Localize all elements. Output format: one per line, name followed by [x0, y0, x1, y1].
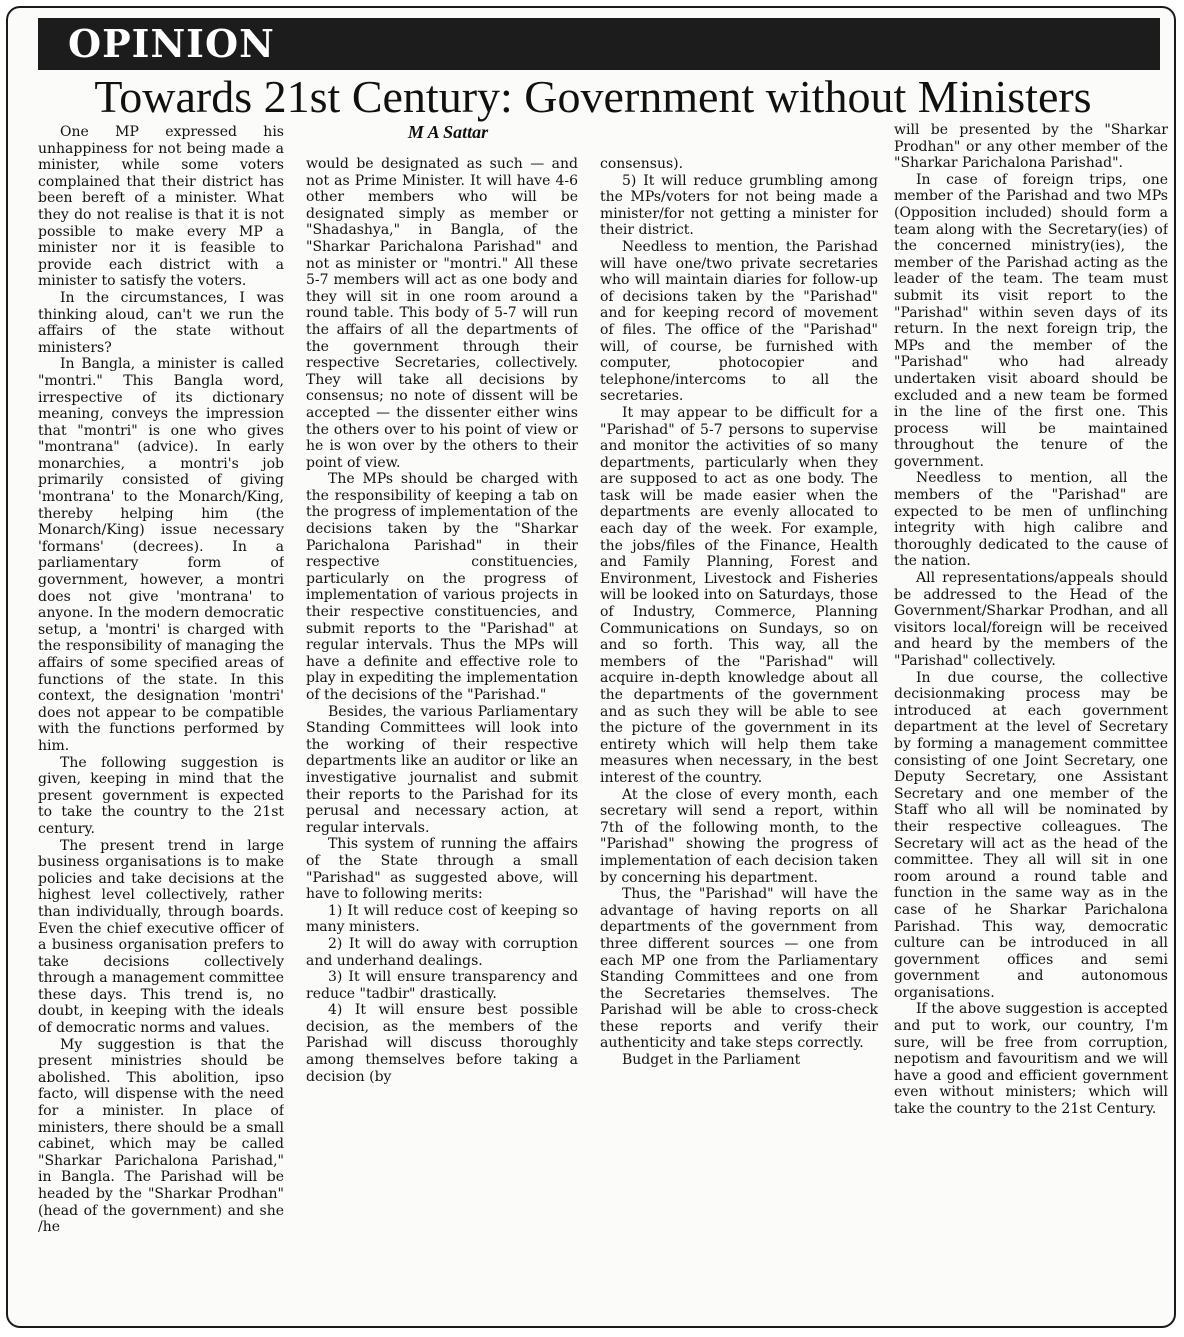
- paragraph: All representations/appeals should be addressed to the Head of the Government/Sharkar Prodhan, and all visitors local/foreign will be received and heard by the members of the "Parishad" collectively.: [894, 570, 1168, 669]
- paragraph: 5) It will reduce grumbling among the MPs/voters for not being made a minister/for not getting a minister for their district.: [600, 172, 878, 239]
- paragraph: One MP expressed his unhappiness for not being made a minister, while some voters complained that their district has been bereft of a minister. What they do not realise is that it is not possible to make every MP a minister nor it is feasible to provide each district with a minister to satisfy the voters.: [38, 124, 284, 290]
- paragraph: Needless to mention, the Parishad will have one/two private secretaries who will maintain diaries for follow-up of decisions taken by the "Parishad" and for keeping record of movement of files. The office of the "Parishad" will, of course, be furnished with computer, photocopier and telephone/intercoms to all the secretaries.: [600, 238, 878, 405]
- article-column-3: [600, 156, 878, 1316]
- paragraph: 2) It will do away with corruption and underhand dealings.: [306, 935, 578, 969]
- paragraph: If the above suggestion is accepted and put to work, our country, I'm sure, will be free from corruption, nepotism and favouritism and we will have a good and efficient government even without ministers; which will take the country to the 21st Century.: [894, 1001, 1168, 1118]
- paragraph: 1) It will reduce cost of keeping so many ministers.: [306, 902, 578, 936]
- byline: M A Sattar: [407, 122, 489, 142]
- paragraph: would be designated as such — and not as Prime Minister. It will have 4-6 other members who will be designated simply as member or "Shadashya," in Bangla, of the "Sharkar Parichalona Parishad" and not as minister or "montri." All these 5-7 members will act as one body and they will sit in one room around a round table. This body of 5-7 will run the affairs of all the departments of the government through their respective Secretaries, collectively. They will take all decisions by consensus; no note of dissent will be accepted — the dissenter either wins the others over to his point of view or he is won over by the others to their point of view.: [306, 156, 578, 471]
- paragraph: Budget in the Parliament: [622, 1052, 801, 1069]
- paragraph: The present trend in large business organisations is to make policies and take decisions at the highest level collectively, rather than individually, through boards. Even the chief executive officer of a business organisation prefers to take decisions collectively through a management committee these days. This trend is, no doubt, in keeping with the ideals of democratic norms and values.: [38, 837, 284, 1037]
- article-column-4: [894, 122, 1168, 1312]
- paragraph: 3) It will ensure transparency and reduce "tadbir" drastically.: [306, 969, 578, 1002]
- paragraph: It may appear to be difficult for a "Parishad" of 5-7 persons to supervise and monitor the activities of so many departments, particularly when they are supposed to act as one body. The task will be made easier when the departments are evenly allocated to each day of the week. For example, the jobs/files of the Finance, Health and Family Planning, Forest and Environment, Livestock and Fisheries will be looked into on Saturdays, those of Industry, Commerce, Planning Communications on Sundays, so on and so forth. This way, all the members of the "Parishad" will acquire in-depth knowledge about all the departments of the government and as such they will be able to see the picture of the government in its entirety which will help them take measures when necessary, in the best interest of the country.: [600, 404, 878, 786]
- paragraph: In due course, the collective decisionmaking process may be introduced at each government department at the level of Secretary by forming a management committee consisting of one Joint Secretary, one Deputy Secretary, one Assistant Secretary and one member of the Staff who all will be nominated by their respective colleagues. The Secretary will act as the head of the committee. They all will sit in one room around a round table and function in the same way as in the case of he Sharkar Parichalona Parishad. This way, democratic culture can be introduced in all government offices and semi government and autonomous organisations.: [894, 669, 1168, 1001]
- paragraph: Thus, the "Parishad" will have the advantage of having reports on all departments of the government from three different sources — one from each MP one from the Parliamentary Standing Committees and one from the Secretaries themselves. The Parishad will be able to cross-check these reports and verify their authenticity and take steps correctly.: [600, 886, 878, 1052]
- paragraph: At the close of every month, each secretary will send a report, within 7th of the following month, to the "Parishad" showing the progress of implementation of each decision taken by concerning his department.: [600, 786, 878, 886]
- article-column-1: [38, 124, 284, 1314]
- paragraph: In the circumstances, I was thinking aloud, can't we run the affairs of the state without ministers?: [38, 289, 284, 356]
- paragraph: In case of foreign trips, one member of the Parishad and two MPs (Opposition included) should form a team along with the Secretary(ies) of the concerned ministry(ies), the member of the Parishad acting as the leader of the team. The team must submit its visit report to the "Parishad" within seven days of its return. In the next foreign trip, the MPs and the member of the "Parishad" who had already undertaken visit aboard should be excluded and a new team be formed in the line of the first one. This process will be maintained throughout the tenure of the government.: [894, 171, 1168, 470]
- paragraph: The MPs should be charged with the responsibility of keeping a tab on the progress of implementation of the decisions taken by the "Sharkar Parichalona Parishad" in their respective constituencies, particularly on the progress of implementation of various projects in their respective constituencies, and submit reports to the "Parishad" at regular intervals. Thus the MPs will have a definite and effective role to play in expediting the implementation of the decisions of the "Parishad.": [306, 471, 578, 703]
- headline: Towards 21st Century: Government without Ministers: [94, 71, 1092, 122]
- article-column-2: [306, 156, 578, 1316]
- paragraph: In Bangla, a minister is called "montri." This Bangla word, irrespective of its dictionary meaning, conveys the impression that "montri" is one who gives "montrana" (advice). In early monarchies, a montri's job primarily consisted of giving 'montrana' to the Monarch/King, thereby helping him (the Monarch/King) issue necessary 'formans' (decrees). In a parliamentary form of government, however, a montri does not give 'montrana' to anyone. In the modern democratic setup, a 'montri' is charged with the responsibility of managing the affairs of some specified areas of functions of the state. In this context, the designation 'montri' does not appear to be compatible with the functions performed by him.: [38, 356, 284, 754]
- paragraph: will be presented by the "Sharkar Prodhan" or any other member of the "Sharkar Parichalona Parishad".: [894, 122, 1168, 172]
- paragraph: Needless to mention, all the members of the "Parishad" are expected to be men of unflinching integrity with high calibre and thoroughly dedicated to the cause of the nation.: [894, 470, 1168, 570]
- paragraph: 4) It will ensure best possible decision, as the members of the Parishad will discuss thoroughly among themselves before taking a decision (by: [306, 1002, 578, 1085]
- paragraph: My suggestion is that the present ministries should be abolished. This abolition, ipso facto, will dispense with the need for a minister. In place of ministers, there should be a small cabinet, which may be called "Sharkar Parichalona Parishad," in Bangla. The Parishad will be headed by the "Sharkar Prodhan" (head of the government) and she /he: [38, 1036, 284, 1236]
- paragraph: Besides, the various Parliamentary Standing Committees will look into the working of their respective departments like an auditor or like an investigative journalist and submit their reports to the Parishad for its perusal and necessary action, at regular intervals.: [306, 703, 578, 836]
- section-banner: [38, 18, 1160, 70]
- section-label: OPINION: [68, 21, 275, 66]
- paragraph: This system of running the affairs of the State through a small "Parishad" as suggested above, will have to following merits:: [306, 836, 578, 903]
- paragraph: consensus).: [600, 156, 684, 172]
- paragraph: The following suggestion is given, keeping in mind that the present government is expected to take the country to the 21st century.: [38, 754, 284, 837]
